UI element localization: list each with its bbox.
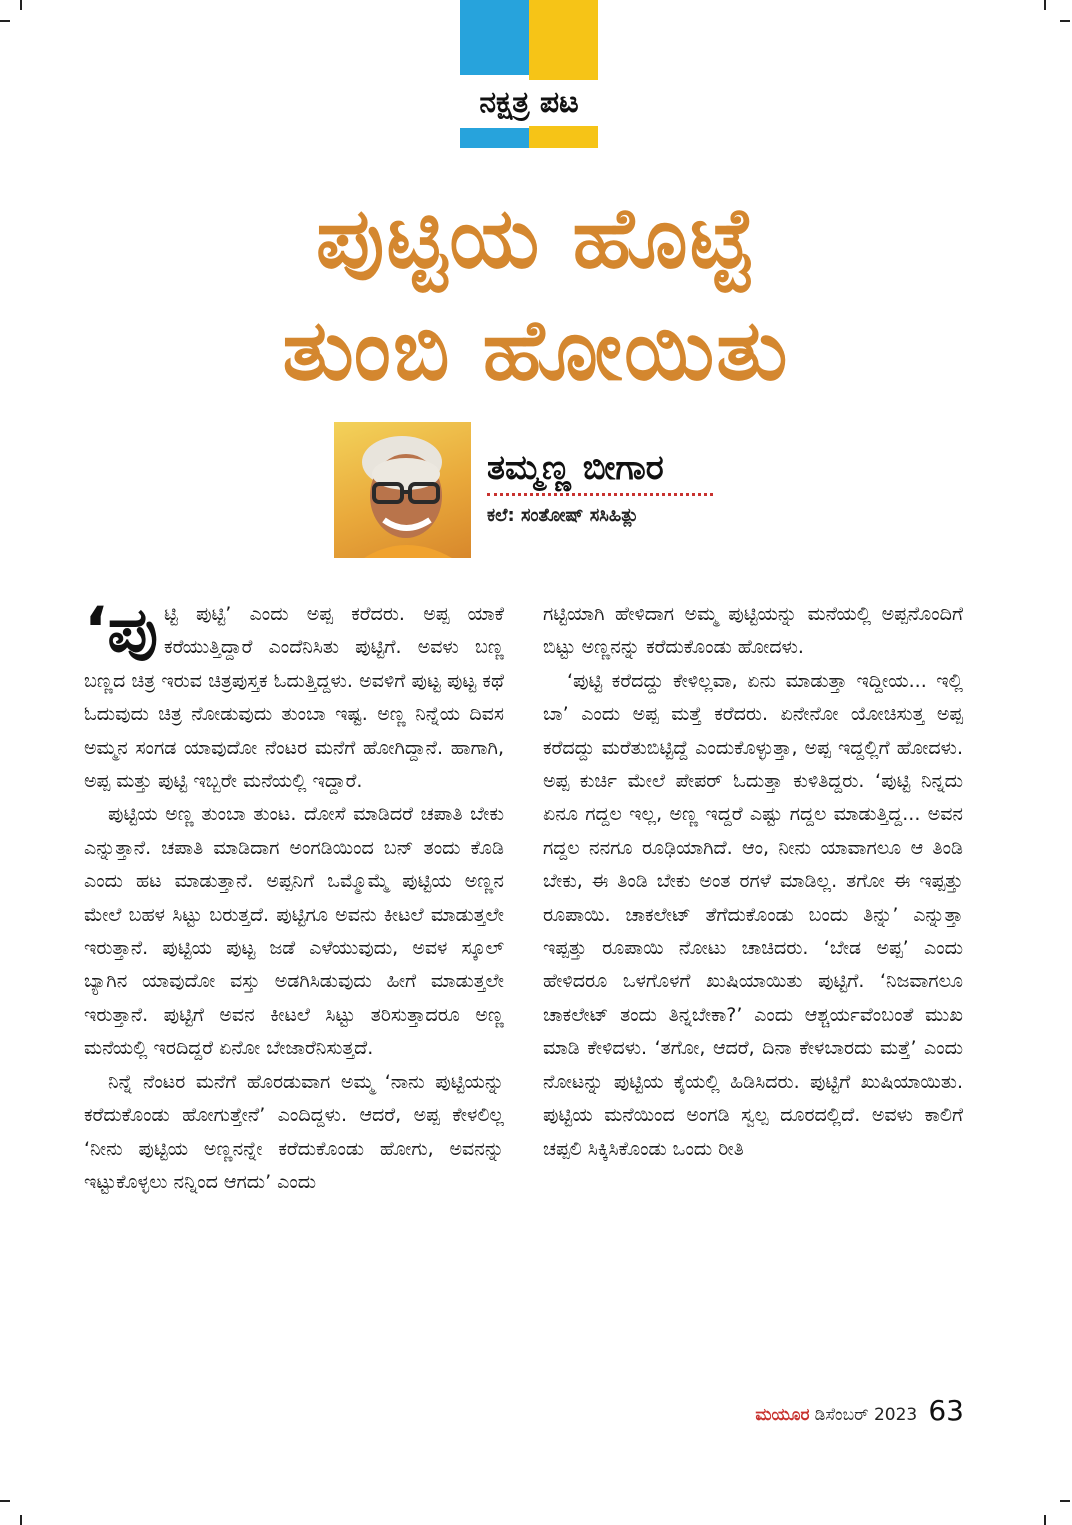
crop-mark xyxy=(0,20,10,22)
headline-line-2: ತುಂಬಿ ಹೋಯಿತು xyxy=(282,301,790,399)
article-paragraph: ಟ್ಟಿ ಪುಟ್ಟಿ’ ಎಂದು ಅಪ್ಪ ಕರೆದರು. ಅಪ್ಪ ಯಾಕೆ ಕರೆಯುತ್ತಿದ್ದಾರೆ ಎಂದೆನಿಸಿತು ಪುಟ್ಟಿಗೆ. ಅವಳು ಬಣ್ಣ ಬಣ್ಣದ ಚಿತ್ರ ಇರುವ ಚಿತ್ರಪುಸ್ತಕ ಓದುತ್ತಿದ್ದಳು. ಅವಳಿಗೆ ಪುಟ್ಟ ಪುಟ್ಟ ಕಥೆ ಓದುವುದು ಚಿತ್ರ ನೋಡುವುದು ತುಂಬಾ ಇಷ್ಟ. ಅಣ್ಣ ನಿನ್ನೆಯ ದಿವಸ ಅಮ್ಮನ ಸಂಗಡ ಯಾವುದೋ ನೆಂಟರ ಮನೆಗೆ ಹೋಗಿದ್ದಾನೆ. ಹಾಗಾಗಿ, ಅಪ್ಪ ಮತ್ತು ಪುಟ್ಟಿ ಇಬ್ಬರೇ ಮನೆಯಲ್ಲಿ ಇದ್ದಾರೆ. xyxy=(84,603,504,793)
article-paragraph: ‘ಪುಟ್ಟಿ ಕರೆದದ್ದು ಕೇಳಿಲ್ಲವಾ, ಏನು ಮಾಡುತ್ತಾ ಇದ್ದೀಯ... ಇಲ್ಲಿ ಬಾ’ ಎಂದು ಅಪ್ಪ ಮತ್ತೆ ಕರೆದರು. ಏನೇನೋ ಯೋಚಿಸುತ್ತ ಅಪ್ಪ ಕರೆದದ್ದು ಮರೆತುಬಿಟ್ಟಿದ್ದೆ ಎಂದುಕೊಳ್ಳುತ್ತಾ, ಅಪ್ಪ ಇದ್ದಲ್ಲಿಗೆ ಹೋದಳು. ಅಪ್ಪ ಕುರ್ಚಿ ಮೇಲೆ ಪೇಪರ್ ಓದುತ್ತಾ ಕುಳಿತಿದ್ದರು. ‘ಪುಟ್ಟಿ ನಿನ್ನದು ಏನೂ ಗದ್ದಲ ಇಲ್ಲ, ಅಣ್ಣ ಇದ್ದರೆ ಎಷ್ಟು ಗದ್ದಲ ಮಾಡುತ್ತಿದ್ದ... ಅವನ ಗದ್ದಲ ನನಗೂ ರೂಢಿಯಾಗಿದೆ. ಆಂ, ನೀನು ಯಾವಾಗಲೂ ಆ ತಿಂಡಿ ಬೇಕು, ಈ ತಿಂಡಿ ಬೇಕು ಅಂತ ರಗಳೆ ಮಾಡಿಲ್ಲ. ತಗೋ ಈ ಇಪ್ಪತ್ತು ರೂಪಾಯಿ. ಚಾಕಲೇಟ್ ತೆಗೆದುಕೊಂಡು ಬಂದು ತಿನ್ನು’ ಎನ್ನುತ್ತಾ ಇಪ್ಪತ್ತು ರೂಪಾಯಿ ನೋಟು ಚಾಚಿದರು. ‘ಬೇಡ ಅಪ್ಪ’ ಎಂದು ಹೇಳಿದರೂ ಒಳಗೊಳಗೆ ಖುಷಿಯಾಯಿತು ಪುಟ್ಟಿಗೆ. ‘ನಿಜವಾಗಲೂ ಚಾಕಲೇಟ್ ತಂದು ತಿನ್ನಬೇಕಾ?’ ಎಂದು ಆಶ್ಚರ್ಯವೆಂಬಂತೆ ಮುಖ ಮಾಡಿ ಕೇಳಿದಳು. ‘ತಗೋ, ಆದರೆ, ದಿನಾ ಕೇಳಬಾರದು ಮತ್ತೆ’ ಎಂದು ನೋಟನ್ನು ಪುಟ್ಟಿಯ ಕೈಯಲ್ಲಿ ಹಿಡಿಸಿದರು. ಪುಟ್ಟಿಗೆ ಖುಷಿಯಾಯಿತು. ಪುಟ್ಟಿಯ ಮನೆಯಿಂದ ಅಂಗಡಿ ಸ್ವಲ್ಪ ದೂರದಲ್ಲಿದೆ. ಅವಳು ಕಾಲಿಗೆ ಚಪ್ಪಲಿ ಸಿಕ್ಕಿಸಿಕೊಂಡು ಒಂದು ರೀತಿ xyxy=(543,669,963,1160)
article-paragraph: ಪುಟ್ಟಿಯ ಅಣ್ಣ ತುಂಬಾ ತುಂಟ. ದೋಸೆ ಮಾಡಿದರೆ ಚಪಾತಿ ಬೇಕು ಎನ್ನುತ್ತಾನೆ. ಚಪಾತಿ ಮಾಡಿದಾಗ ಅಂಗಡಿಯಿಂದ ಬನ್ ತಂದು ಕೊಡಿ ಎಂದು ಹಟ ಮಾಡುತ್ತಾನೆ. ಅಪ್ಪನಿಗೆ ಒಮ್ಮೊಮ್ಮೆ ಪುಟ್ಟಿಯ ಅಣ್ಣನ ಮೇಲೆ ಬಹಳ ಸಿಟ್ಟು ಬರುತ್ತದೆ. ಪುಟ್ಟಿಗೂ ಅವನು ಕೀಟಲೆ ಮಾಡುತ್ತಲೇ ಇರುತ್ತಾನೆ. ಪುಟ್ಟಿಯ ಪುಟ್ಟ ಜಡೆ ಎಳೆಯುವುದು, ಅವಳ ಸ್ಕೂಲ್ ಬ್ಯಾಗಿನ ಯಾವುದೋ ವಸ್ತು ಅಡಗಿಸಿಡುವುದು ಹೀಗೆ ಮಾಡುತ್ತಲೇ ಇರುತ್ತಾನೆ. ಪುಟ್ಟಿಗೆ ಅವನ ಕೀಟಲೆ ಸಿಟ್ಟು ತರಿಸುತ್ತಾದರೂ ಅಣ್ಣ ಮನೆಯಲ್ಲಿ ಇರದಿದ್ದರೆ ಏನೋ ಬೇಜಾರೆನಿಸುತ್ತದೆ. xyxy=(84,803,504,1060)
byline-divider xyxy=(487,493,713,496)
section-block-blue-bottom xyxy=(460,128,529,148)
crop-mark xyxy=(20,1515,22,1525)
article-column-right xyxy=(543,598,963,1166)
article-paragraph: ನಿನ್ನೆ ನೆಂಟರ ಮನೆಗೆ ಹೊರಡುವಾಗ ಅಮ್ಮ ‘ನಾನು ಪುಟ್ಟಿಯನ್ನು ಕರೆದುಕೊಂಡು ಹೋಗುತ್ತೇನೆ’ ಎಂದಿದ್ದಳು. ಆದರೆ, ಅಪ್ಪ ಕೇಳಲಿಲ್ಲ ‘ನೀನು ಪುಟ್ಟಿಯ ಅಣ್ಣನನ್ನೇ ಕರೆದುಕೊಂಡು ಹೋಗು, ಅವನನ್ನು ಇಟ್ಟುಕೊಳ್ಳಲು ನನ್ನಿಂದ ಆಗದು’ ಎಂದು xyxy=(84,1070,504,1193)
page-footer xyxy=(720,1393,964,1429)
crop-mark xyxy=(0,1500,10,1502)
illustration-credit: ಕಲೆ: ಸಂತೋಷ್ ಸಸಿಹಿತ್ಲು xyxy=(487,505,639,526)
drop-cap: ‘ಪು xyxy=(84,593,159,666)
crop-mark xyxy=(1044,1515,1046,1525)
issue-month-year: ಡಿಸೆಂಬರ್ 2023 xyxy=(814,1405,918,1425)
author-photo xyxy=(334,422,471,558)
magazine-name: ಮಯೂರ xyxy=(755,1405,810,1425)
author-portrait-illustration xyxy=(334,422,471,558)
author-name: ತಮ್ಮಣ್ಣ ಬೀಗಾರ xyxy=(487,448,664,488)
section-block-yellow-bottom xyxy=(529,128,598,148)
article-paragraph: ಗಟ್ಟಿಯಾಗಿ ಹೇಳಿದಾಗ ಅಮ್ಮ ಪುಟ್ಟಿಯನ್ನು ಮನೆಯಲ್ಲಿ ಅಪ್ಪನೊಂದಿಗೆ ಬಿಟ್ಟು ಅಣ್ಣನನ್ನು ಕರೆದುಕೊಂಡು ಹೋದಳು. xyxy=(543,603,963,659)
crop-mark xyxy=(1060,20,1070,22)
article-column-left xyxy=(84,593,504,1199)
section-label: ನಕ್ಷತ್ರ ಪಟ xyxy=(448,80,610,126)
crop-mark xyxy=(1044,0,1046,10)
page-number: 63 xyxy=(928,1394,964,1427)
section-block-blue xyxy=(460,0,529,75)
crop-mark xyxy=(20,0,22,10)
headline-line-1: ಪುಟ್ಟಿಯ ಹೊಟ್ಟೆ xyxy=(315,189,757,287)
crop-mark xyxy=(1060,1500,1070,1502)
